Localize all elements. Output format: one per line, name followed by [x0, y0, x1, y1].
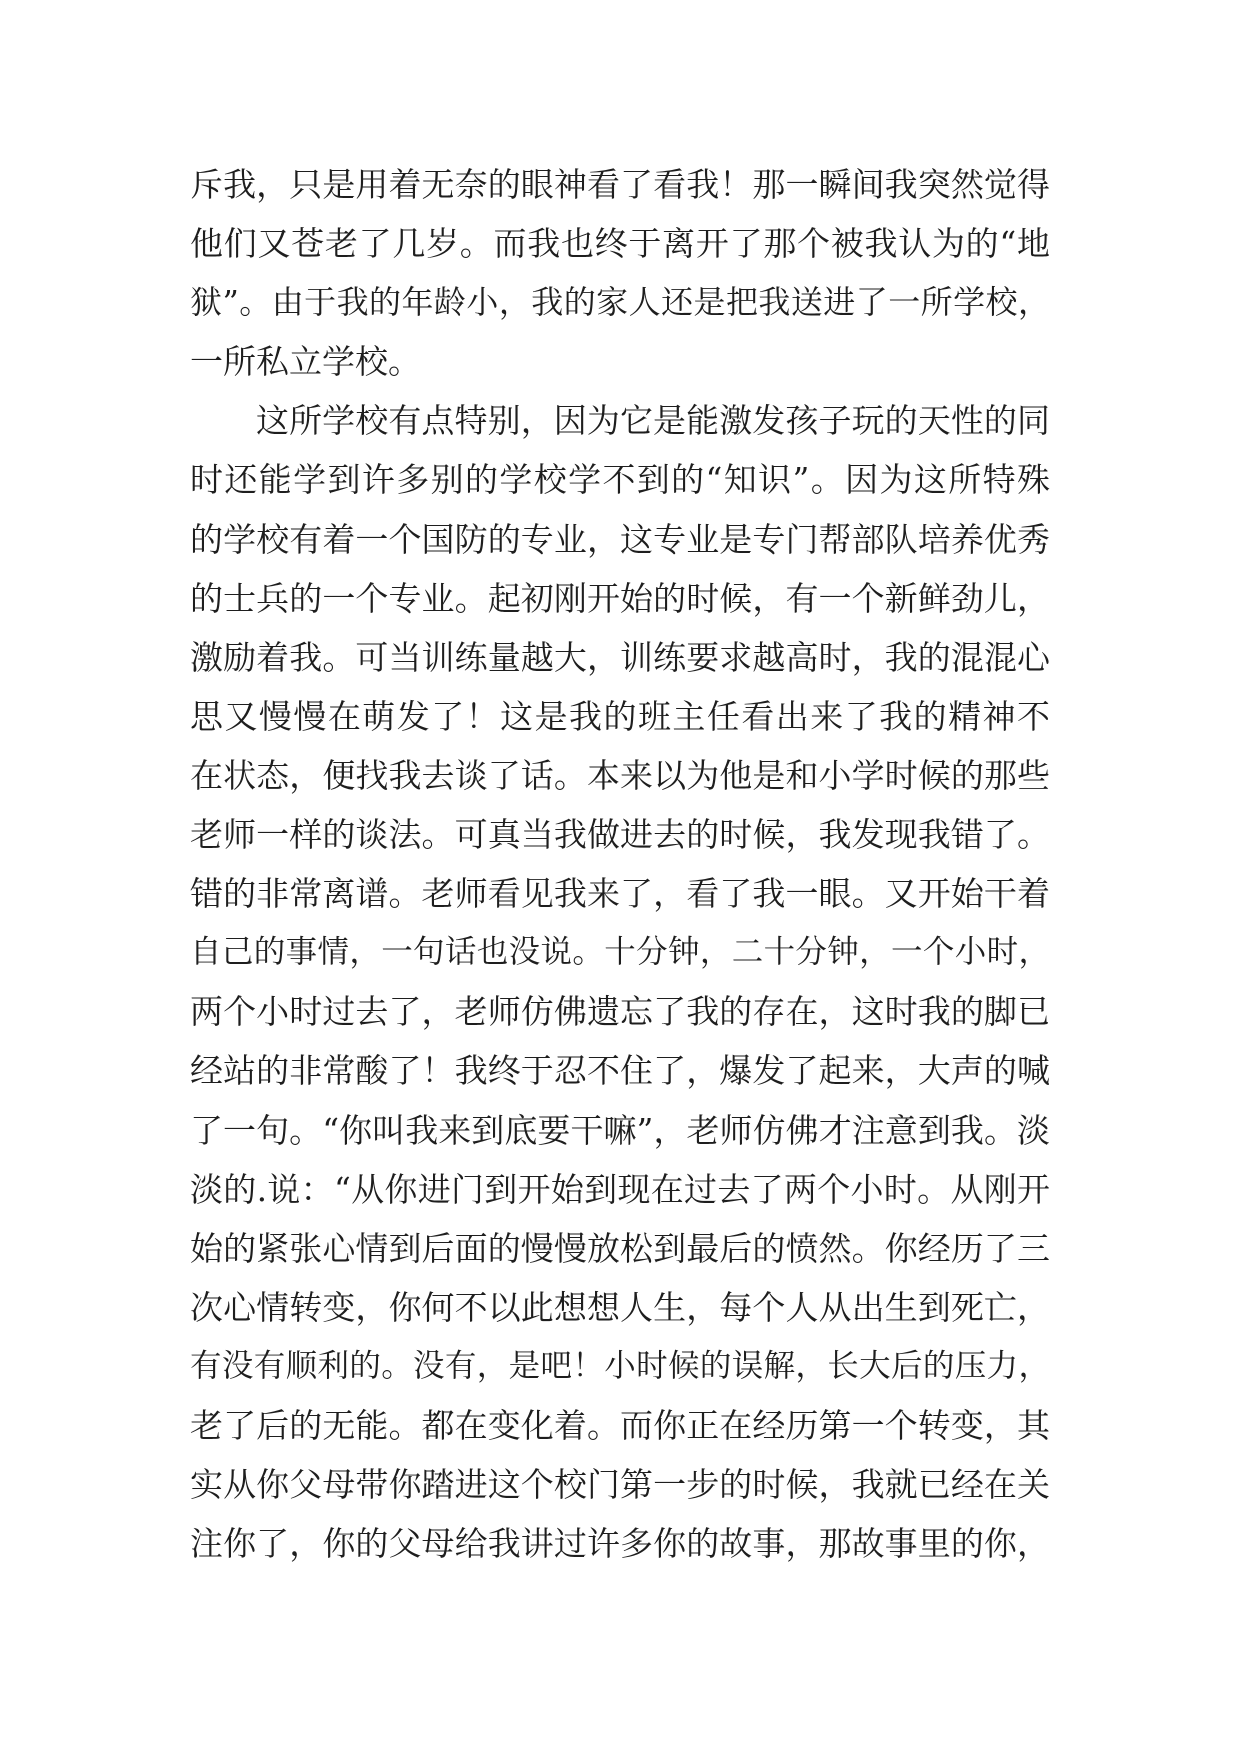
- text-line: 淡的.说：“从你进门到开始到现在过去了两个小时。从刚开: [190, 1169, 1050, 1209]
- text-line: 两个小时过去了，老师仿佛遗忘了我的存在，这时我的脚已: [190, 992, 1050, 1032]
- text-line: 一所私立学校。: [190, 342, 421, 382]
- text-line: 老了后的无能。都在变化着。而你正在经历第一个转变，其: [190, 1405, 1050, 1445]
- text-line: 始的紧张心情到后面的慢慢放松到最后的愤然。你经历了三: [190, 1228, 1050, 1268]
- text-line: 注你了，你的父母给我讲过许多你的故事，那故事里的你，: [190, 1524, 1050, 1564]
- paragraph-first-line: 这所学校有点特别，因为它是能激发孩子玩的天性的同: [256, 401, 1050, 441]
- text-line: 激励着我。可当训练量越大，训练要求越高时，我的混混心: [190, 637, 1050, 677]
- text-line: 在状态，便找我去谈了话。本来以为他是和小学时候的那些: [190, 755, 1050, 795]
- text-line: 经站的非常酸了！我终于忍不住了，爆发了起来，大声的喊: [190, 1051, 1050, 1091]
- text-line: 了一句。“你叫我来到底要干嘛”，老师仿佛才注意到我。淡: [190, 1110, 1050, 1150]
- text-line: 的士兵的一个专业。起初刚开始的时候，有一个新鲜劲儿，: [190, 578, 1050, 618]
- text-line: 错的非常离谱。老师看见我来了，看了我一眼。又开始干着: [190, 874, 1050, 914]
- text-line: 思又慢慢在萌发了！这是我的班主任看出来了我的精神不: [190, 696, 1050, 736]
- text-line: 时还能学到许多别的学校学不到的“知识”。因为这所特殊: [190, 460, 1050, 500]
- text-line: 实从你父母带你踏进这个校门第一步的时候，我就已经在关: [190, 1465, 1050, 1505]
- body-text: [190, 155, 1050, 1573]
- text-line: 次心情转变，你何不以此想想人生，每个人从出生到死亡，: [190, 1287, 1050, 1327]
- text-line: 有没有顺利的。没有，是吧！小时候的误解，长大后的压力，: [190, 1347, 1050, 1384]
- text-line: 老师一样的谈法。可真当我做进去的时候，我发现我错了。: [190, 815, 1050, 855]
- text-line: 的学校有着一个国防的专业，这专业是专门帮部队培养优秀: [190, 519, 1050, 559]
- text-line: 斥我，只是用着无奈的眼神看了看我！那一瞬间我突然觉得: [190, 165, 1050, 204]
- text-line: 狱”。由于我的年龄小，我的家人还是把我送进了一所学校，: [190, 283, 1050, 322]
- text-line: 他们又苍老了几岁。而我也终于离开了那个被我认为的“地: [190, 224, 1050, 264]
- text-line: 自己的事情，一句话也没说。十分钟，二十分钟，一个小时，: [190, 934, 1050, 971]
